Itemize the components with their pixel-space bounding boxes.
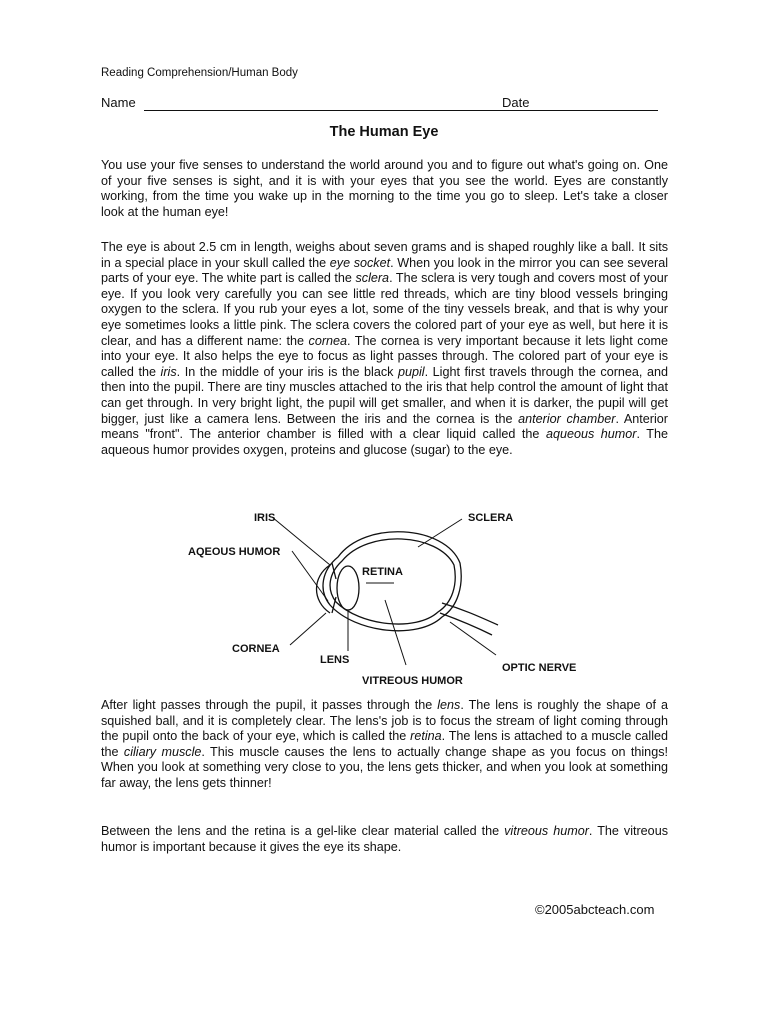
name-date-row: [101, 95, 661, 113]
italic-term: anterior chamber: [518, 411, 616, 426]
label-cornea: CORNEA: [232, 643, 280, 655]
name-blank-line: [144, 110, 596, 111]
sclera-inner: [330, 539, 455, 624]
intro-paragraph: You use your five senses to understand the world around you and to figure out what's going on. One of your five senses is sight, and it is with your eyes that you see the world. Eyes are constantly working, from the time you wake up in the morning to the time you go to sleep. Let's take a closer look at the human eye!: [101, 158, 668, 219]
italic-term: ciliary muscle: [123, 744, 202, 759]
italic-term: iris: [160, 364, 177, 379]
lens-paragraph: After light passes through the pupil, it passes through the lens. The lens is roughly the shape of a squished ball, and it is completely clear. The lens's job is to focus the stream of light coming through the pupil onto the back of your eye, which is called the retina. The lens is attached to a muscle called the ciliary muscle. This muscle causes the lens to actually change shape as you focus on things! When you look at something very close to you, the lens gets thicker, and when you look at something far away, the lens gets thinner!: [101, 698, 669, 790]
italic-term: retina: [410, 729, 442, 744]
italic-term: pupil: [398, 364, 425, 379]
italic-term: lens: [437, 698, 461, 712]
label-iris: IRIS: [254, 512, 276, 524]
optic-nerve: [440, 603, 498, 635]
copyright-notice: ©2005abcteach.com: [535, 902, 655, 917]
date-blank-line: [536, 110, 658, 111]
eye-parts-paragraph: The eye is about 2.5 cm in length, weighs about seven grams and is shaped roughly like a ball. It sits in a special place in your skull called the eye socket. When you look in the mirror you can see several parts of your eye. The white part is called the sclera. The sclera is very tough and covers most of your eye. If you look very carefully you can see little red threads, which are tiny blood vessels bringing oxygen to the sclera. If you rub your eyes a lot, some of the tiny vessels break, and that is why your eye sometimes looks a little pink. The sclera covers the colored part of your eye as well, but here it is clear, and has a different name: the cornea. The cornea is very important because it lets light come into your eye. It also helps the eye to focus as light passes through. The colored part of your eye is called the iris. In the middle of your iris is the black pupil. Light first travels through the cornea, and then into the pupil. There are tiny muscles attached to the iris that help control the amount of light that can get through. In very bright light, the pupil will get smaller, and when it is darker, the pupil will get bigger, just like a camera lens. Between the iris and the cornea is the anterior chamber. Anterior means "front". The anterior chamber is filled with a clear liquid called the aqueous humor. The aqueous humor provides oxygen, proteins and glucose (sugar) to the eye.: [101, 240, 669, 457]
label-aqueous-humor: AQEOUS HUMOR: [188, 546, 281, 558]
name-label: Name: [101, 95, 136, 110]
italic-term: sclera: [355, 271, 390, 286]
lens-shape: [337, 566, 359, 610]
vitreous-paragraph: Between the lens and the retina is a gel-like clear material called the vitreous humor. The vitreous humor is important because it gives the eye its shape.: [101, 824, 668, 854]
iris-line: [332, 563, 336, 613]
label-retina: RETINA: [362, 566, 403, 578]
italic-term: eye socket: [329, 255, 391, 270]
label-vitreous-humor: VITREOUS HUMOR: [362, 675, 463, 687]
italic-term: cornea: [308, 333, 348, 348]
worksheet-title: The Human Eye: [329, 124, 439, 140]
date-label: Date: [502, 95, 530, 110]
italic-term: aqueous humor: [545, 427, 637, 442]
label-optic-nerve: OPTIC NERVE: [502, 662, 577, 674]
eye-cross-section: [317, 532, 499, 635]
sclera-outline: [323, 532, 461, 631]
eye-diagram: [180, 505, 600, 690]
label-lens: LENS: [320, 654, 350, 666]
label-sclera: SCLERA: [468, 512, 514, 524]
worksheet-subject: Reading Comprehension/Human Body: [101, 67, 298, 79]
italic-term: vitreous humor: [504, 824, 589, 838]
